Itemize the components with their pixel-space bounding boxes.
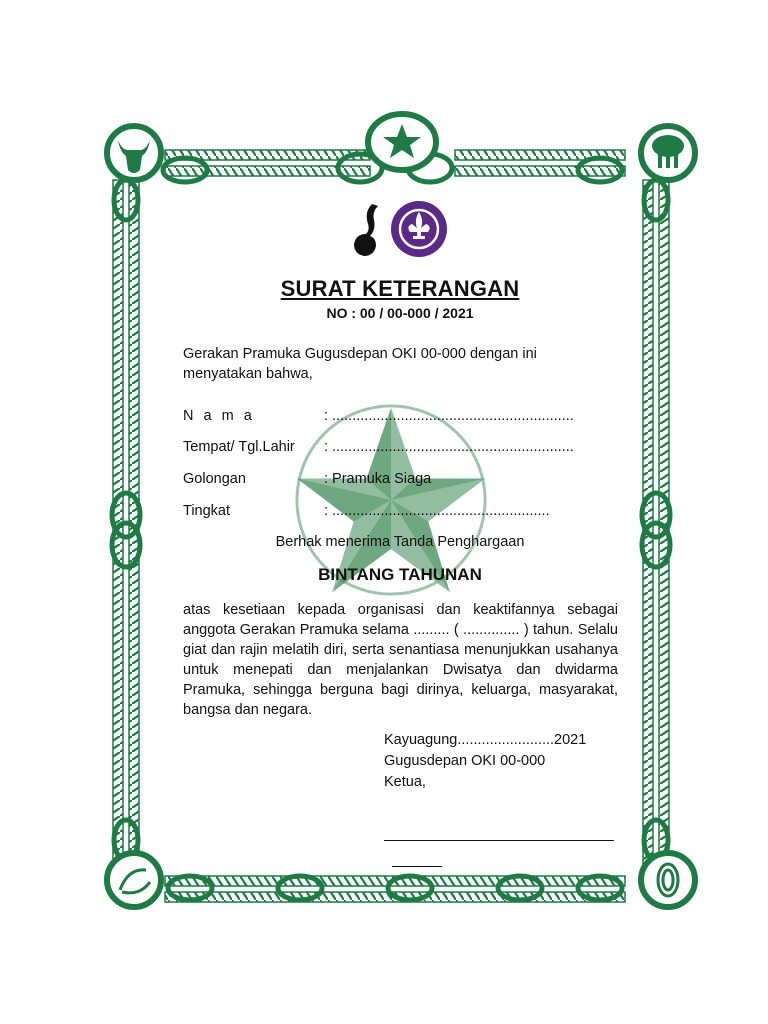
award-intro: Berhak menerima Tanda Penghargaan	[275, 534, 525, 550]
field-value: : ............................................................	[324, 408, 574, 424]
document-number: NO : 00 / 00-000 / 2021	[326, 305, 474, 321]
award-name: BINTANG TAHUNAN	[318, 565, 482, 584]
signature-line-short	[392, 866, 442, 867]
document-title: SURAT KETERANGAN	[280, 276, 520, 301]
field-label: Golongan	[183, 471, 246, 487]
field-label: Tingkat	[183, 503, 231, 519]
field-value: : ............................................................	[324, 439, 574, 455]
signature-org: Gugusdepan OKI 00-000	[384, 753, 546, 769]
field-value: : Pramuka Siaga	[324, 471, 432, 487]
signature-line	[384, 840, 614, 841]
intro-paragraph: Gerakan Pramuka Gugusdepan OKI 00-000 dengan ini menyatakan bahwa,	[183, 346, 537, 382]
body-paragraph: atas kesetiaan kepada organisasi dan keaktifannya sebagai anggota Gerakan Pramuka selama ......... ( .............. ) tahun. Selalu giat dan rajin melatih diri, serta senantiasa menunjukkan usahanya untuk menepati dan menjalankan Dwisatya dan dwidarma Pramuka, sehingga berguna bagi dirinya, keluarga, masyarakat, bangsa dan negara.	[183, 602, 618, 718]
field-label: Tempat/ Tgl.Lahir	[183, 439, 295, 455]
field-value: : ......................................................	[324, 503, 550, 519]
field-label: N a m a	[183, 408, 255, 424]
signature-position: Ketua,	[384, 774, 426, 790]
signature-place-date: Kayuagung........................2021	[384, 732, 587, 748]
